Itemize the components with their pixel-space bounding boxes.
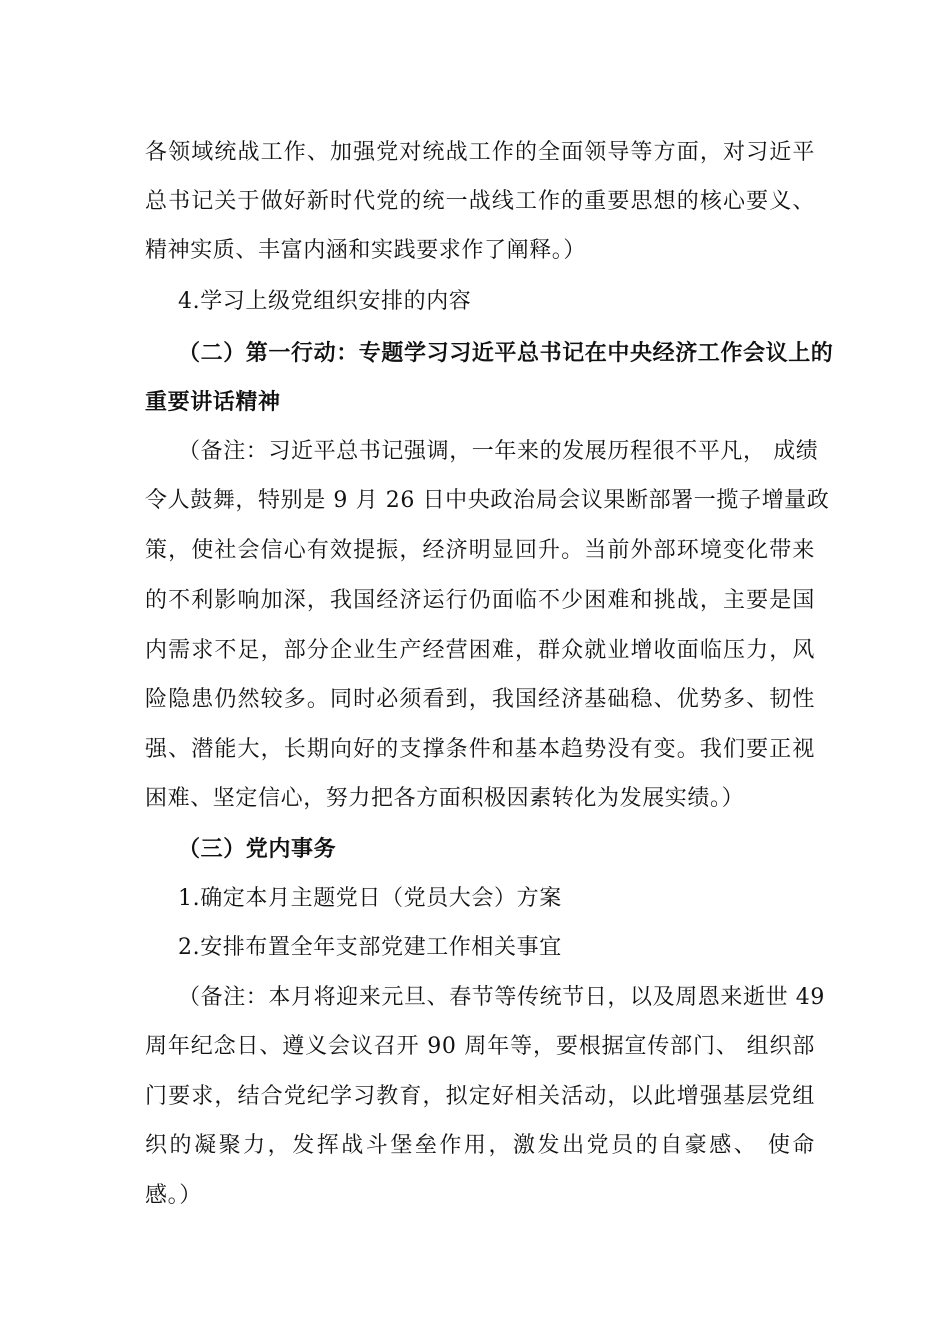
section-heading: （三）党内事务 — [178, 836, 337, 862]
list-item: 2.安排布置全年支部党建工作相关事宜 — [178, 935, 562, 960]
note-line: 强、潜能大，长期向好的支撑条件和基本趋势没有变。我们要正视 — [145, 737, 815, 762]
note-line: 门要求，结合党纪学习教育，拟定好相关活动，以此增强基层党组 — [145, 1084, 815, 1109]
note-line: 周年纪念日、遵义会议召开 90 周年等，要根据宣传部门、 组织部 — [145, 1034, 815, 1059]
note-line: 险隐患仍然较多。同时必须看到，我国经济基础稳、优势多、韧性 — [145, 687, 815, 712]
note-line: 感。） — [145, 1183, 202, 1208]
paragraph-line: 总书记关于做好新时代党的统一战线工作的重要思想的核心要义、 — [145, 189, 815, 214]
list-item: 4.学习上级党组织安排的内容 — [178, 289, 472, 314]
paragraph-line: 各领域统战工作、加强党对统战工作的全面领导等方面，对习近平 — [145, 140, 815, 165]
note-line: 困难、坚定信心，努力把各方面积极因素转化为发展实绩。） — [145, 786, 745, 811]
note-line: 织的凝聚力，发挥战斗堡垒作用，激发出党员的自豪感、 使命 — [145, 1133, 815, 1158]
paragraph-line: 精神实质、丰富内涵和实践要求作了阐释。） — [145, 238, 587, 263]
note-line: 策，使社会信心有效提振，经济明显回升。当前外部环境变化带来 — [145, 538, 815, 563]
note-line: 内需求不足，部分企业生产经营困难，群众就业增收面临压力，风 — [145, 638, 815, 663]
list-item: 1.确定本月主题党日（党员大会）方案 — [178, 886, 562, 911]
note-line: 令人鼓舞，特别是 9 月 26 日中央政治局会议果断部署一揽子增量政 — [145, 488, 830, 513]
note-line: （备注：本月将迎来元旦、春节等传统节日，以及周恩来逝世 49 — [178, 985, 825, 1010]
note-line: 的不利影响加深，我国经济运行仍面临不少困难和挑战，主要是国 — [145, 588, 815, 613]
section-heading-continued: 重要讲话精神 — [145, 389, 281, 415]
note-line: （备注：习近平总书记强调，一年来的发展历程很不平凡， 成绩 — [178, 439, 819, 464]
section-heading: （二）第一行动：专题学习习近平总书记在中央经济工作会议上的 — [178, 340, 834, 366]
